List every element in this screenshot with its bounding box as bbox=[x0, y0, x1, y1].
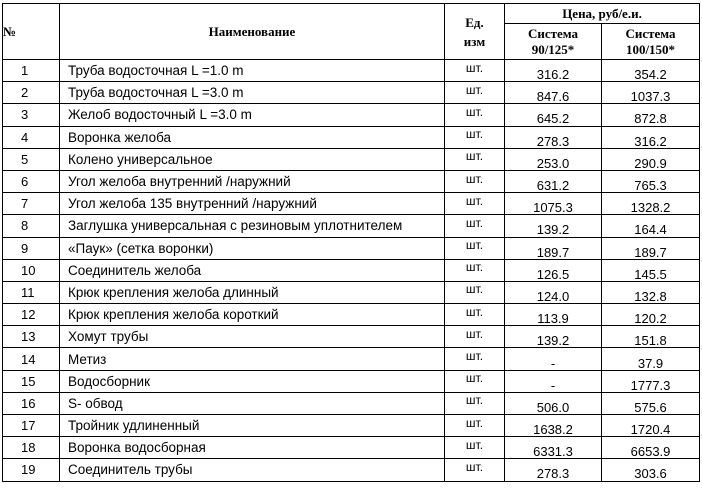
row-number-cell bbox=[3, 326, 60, 348]
row-price-system-2: 1777.3 bbox=[630, 377, 671, 393]
row-unit: шт. bbox=[465, 127, 484, 142]
row-number-cell bbox=[3, 148, 60, 170]
table-row bbox=[3, 437, 700, 459]
row-number: 8 bbox=[21, 218, 29, 234]
row-price-system-1-cell bbox=[505, 193, 602, 215]
header-unit-line2: изм bbox=[463, 33, 486, 49]
row-price-system-1-cell bbox=[505, 415, 602, 437]
row-price-system-2: 303.6 bbox=[634, 466, 667, 482]
row-number-cell bbox=[3, 281, 60, 303]
header-row-top bbox=[3, 4, 700, 24]
row-unit: шт. bbox=[465, 326, 484, 341]
row-name-cell bbox=[60, 437, 445, 459]
row-name-cell bbox=[60, 148, 445, 170]
row-name: «Паук» (сетка воронки) bbox=[68, 240, 214, 256]
row-price-system-2-cell bbox=[602, 281, 700, 303]
row-name-cell bbox=[60, 237, 445, 259]
row-price-system-2-cell bbox=[602, 215, 700, 237]
row-price-system-2-cell bbox=[602, 170, 700, 192]
row-unit-cell bbox=[445, 415, 505, 437]
row-unit: шт. bbox=[465, 393, 484, 408]
row-unit-cell bbox=[445, 304, 505, 326]
row-name: Заглушка универсальная с резиновым уплотнителем bbox=[68, 218, 403, 234]
row-name: Крюк крепления желоба длинный bbox=[68, 284, 279, 300]
row-number: 3 bbox=[21, 107, 29, 123]
row-unit-cell bbox=[445, 82, 505, 104]
row-price-system-1-cell bbox=[505, 215, 602, 237]
row-name-cell bbox=[60, 459, 445, 481]
table-row bbox=[3, 104, 700, 126]
row-name-cell bbox=[60, 215, 445, 237]
row-number-cell bbox=[3, 82, 60, 104]
row-price-system-2-cell bbox=[602, 148, 700, 170]
row-price-system-1: 113.9 bbox=[537, 311, 569, 326]
row-number-cell bbox=[3, 392, 60, 414]
row-unit: шт. bbox=[465, 437, 484, 452]
row-unit-cell bbox=[445, 104, 505, 126]
row-number: 6 bbox=[21, 174, 29, 190]
row-price-system-1-cell bbox=[505, 437, 602, 459]
row-unit: шт. bbox=[465, 193, 484, 208]
row-price-system-1: 847.6 bbox=[536, 89, 570, 104]
row-number: 5 bbox=[21, 151, 29, 167]
table-row bbox=[3, 193, 700, 215]
row-price-system-1: 278.3 bbox=[536, 133, 570, 149]
row-unit: шт. bbox=[465, 260, 484, 275]
row-unit-cell bbox=[445, 148, 505, 170]
row-number-cell bbox=[3, 215, 60, 237]
row-price-system-1: 1638.2 bbox=[533, 422, 573, 437]
row-unit-cell bbox=[445, 170, 505, 192]
row-price-system-1: 189.7 bbox=[536, 244, 570, 260]
row-name: Хомут трубы bbox=[68, 329, 149, 345]
row-price-system-2: 765.3 bbox=[634, 178, 667, 193]
row-price-system-1-cell bbox=[505, 237, 602, 259]
row-price-system-1: - bbox=[550, 355, 556, 371]
row-price-system-2-cell bbox=[602, 326, 700, 348]
row-number-cell bbox=[3, 415, 60, 437]
row-unit-cell bbox=[445, 259, 505, 281]
row-unit: шт. bbox=[465, 459, 484, 474]
row-price-system-1-cell bbox=[505, 82, 602, 104]
row-price-system-1: - bbox=[550, 377, 556, 393]
row-price-system-1: 1075.3 bbox=[533, 200, 573, 215]
row-price-system-1-cell bbox=[505, 126, 602, 148]
table-row bbox=[3, 304, 700, 326]
row-name: Угол желоба внутренний /наружний bbox=[68, 174, 291, 190]
row-price-system-2-cell bbox=[602, 348, 700, 370]
row-price-system-2-cell bbox=[602, 82, 700, 104]
row-price-system-1: 6331.3 bbox=[533, 444, 573, 459]
row-number-cell bbox=[3, 348, 60, 370]
row-price-system-2-cell bbox=[602, 415, 700, 437]
row-unit: шт. bbox=[465, 238, 484, 253]
row-name: Крюк крепления желоба короткий bbox=[68, 307, 279, 323]
row-number-cell bbox=[3, 60, 60, 82]
row-number-cell bbox=[3, 304, 60, 326]
row-name-cell bbox=[60, 193, 445, 215]
row-price-system-2: 1037.3 bbox=[630, 89, 671, 104]
row-name-cell bbox=[60, 281, 445, 303]
row-price-system-2: 575.6 bbox=[634, 399, 667, 415]
row-unit-cell bbox=[445, 326, 505, 348]
row-name: S- обвод bbox=[68, 395, 123, 411]
row-number-cell bbox=[3, 126, 60, 148]
row-number-cell bbox=[3, 459, 60, 481]
row-price-system-2-cell bbox=[602, 370, 700, 392]
table-row bbox=[3, 392, 700, 414]
row-price-system-1: 506.0 bbox=[536, 399, 570, 415]
row-name: Желоб водосточный L =3.0 m bbox=[68, 107, 252, 123]
row-unit: шт. bbox=[465, 60, 484, 75]
row-number-cell bbox=[3, 104, 60, 126]
row-price-system-1-cell bbox=[505, 60, 602, 82]
header-system-1-line1: Система bbox=[527, 25, 579, 41]
row-name: Труба водосточная L =1.0 m bbox=[68, 63, 244, 79]
row-price-system-2-cell bbox=[602, 392, 700, 414]
row-unit: шт. bbox=[465, 104, 484, 119]
row-unit: шт. bbox=[465, 82, 484, 97]
row-price-system-2-cell bbox=[602, 104, 700, 126]
header-unit-line1: Ед. bbox=[465, 14, 484, 30]
row-name: Соединитель трубы bbox=[68, 462, 193, 478]
table-row bbox=[3, 415, 700, 437]
row-number: 12 bbox=[21, 307, 36, 323]
row-name-cell bbox=[60, 304, 445, 326]
row-unit: шт. bbox=[465, 149, 484, 164]
row-number-cell bbox=[3, 259, 60, 281]
header-name: Наименование bbox=[60, 4, 445, 60]
row-name: Воронка желоба bbox=[68, 129, 172, 145]
row-name: Соединитель желоба bbox=[68, 262, 202, 278]
row-name-cell bbox=[60, 60, 445, 82]
row-unit-cell bbox=[445, 370, 505, 392]
row-unit: шт. bbox=[465, 215, 484, 230]
row-number-cell bbox=[3, 170, 60, 192]
table-row bbox=[3, 370, 700, 392]
row-unit: шт. bbox=[465, 349, 484, 364]
row-price-system-1-cell bbox=[505, 370, 602, 392]
row-price-system-1: 124.0 bbox=[536, 288, 570, 304]
row-number: 11 bbox=[21, 284, 35, 300]
row-price-system-2: 37.9 bbox=[637, 355, 664, 371]
row-price-system-2-cell bbox=[602, 259, 700, 281]
row-price-system-2-cell bbox=[602, 193, 700, 215]
row-price-system-1-cell bbox=[505, 104, 602, 126]
row-price-system-2-cell bbox=[602, 60, 700, 82]
table-row bbox=[3, 281, 700, 303]
row-number: 13 bbox=[21, 329, 36, 345]
row-number: 18 bbox=[21, 440, 36, 456]
table-row bbox=[3, 326, 700, 348]
row-price-system-1: 126.5 bbox=[536, 266, 570, 282]
header-system-2 bbox=[602, 24, 700, 60]
table-row bbox=[3, 237, 700, 259]
row-unit-cell bbox=[445, 126, 505, 148]
row-name-cell bbox=[60, 82, 445, 104]
row-name-cell bbox=[60, 104, 445, 126]
table-row bbox=[3, 259, 700, 281]
header-system-2-line1: Система bbox=[625, 25, 676, 41]
table-row bbox=[3, 459, 700, 481]
row-price-system-1-cell bbox=[505, 326, 602, 348]
header-system-2-line2: 100/150* bbox=[625, 41, 676, 57]
row-name: Колено универсальное bbox=[68, 151, 213, 167]
row-number: 7 bbox=[21, 196, 29, 212]
table-row bbox=[3, 170, 700, 192]
row-number: 19 bbox=[21, 462, 36, 478]
header-number: № bbox=[3, 4, 60, 60]
row-unit: шт. bbox=[465, 171, 484, 186]
row-price-system-2: 6653.9 bbox=[630, 444, 671, 459]
row-price-system-2: 316.2 bbox=[634, 133, 667, 149]
row-name: Водосборник bbox=[68, 373, 151, 389]
row-price-system-1: 278.3 bbox=[536, 466, 570, 482]
row-unit-cell bbox=[445, 281, 505, 303]
price-table bbox=[2, 3, 700, 482]
row-name-cell bbox=[60, 126, 445, 148]
table-body bbox=[3, 60, 700, 482]
row-price-system-2: 145.5 bbox=[634, 266, 667, 282]
row-price-system-2: 1328.2 bbox=[630, 200, 671, 215]
row-price-system-2: 1720.4 bbox=[630, 422, 671, 437]
row-number: 15 bbox=[21, 373, 36, 389]
row-price-system-2-cell bbox=[602, 304, 700, 326]
row-price-system-2: 189.7 bbox=[634, 244, 667, 260]
row-number: 16 bbox=[21, 395, 36, 411]
row-unit-cell bbox=[445, 459, 505, 481]
header-unit bbox=[445, 4, 505, 60]
table-row bbox=[3, 82, 700, 104]
row-price-system-1-cell bbox=[505, 392, 602, 414]
row-price-system-2: 132.8 bbox=[634, 288, 667, 304]
row-name-cell bbox=[60, 348, 445, 370]
row-unit: шт. bbox=[465, 415, 484, 430]
row-price-system-2: 151.8 bbox=[634, 333, 667, 348]
row-price-system-2: 120.2 bbox=[634, 311, 667, 326]
row-price-system-2-cell bbox=[602, 459, 700, 481]
row-price-system-1: 645.2 bbox=[536, 111, 570, 127]
row-unit-cell bbox=[445, 215, 505, 237]
row-number: 1 bbox=[21, 63, 29, 79]
header-system-1-line2: 90/125* bbox=[531, 41, 575, 57]
row-price-system-1: 631.2 bbox=[536, 178, 570, 193]
row-unit-cell bbox=[445, 348, 505, 370]
row-number: 14 bbox=[21, 351, 36, 367]
table-row bbox=[3, 148, 700, 170]
row-name-cell bbox=[60, 392, 445, 414]
row-name-cell bbox=[60, 415, 445, 437]
header-price: Цена, руб/е.и. bbox=[505, 4, 700, 24]
row-price-system-2-cell bbox=[602, 126, 700, 148]
row-unit: шт. bbox=[465, 304, 484, 319]
row-unit-cell bbox=[445, 237, 505, 259]
row-name: Метиз bbox=[68, 351, 107, 367]
row-number: 2 bbox=[21, 85, 29, 101]
row-unit-cell bbox=[445, 193, 505, 215]
row-price-system-2-cell bbox=[602, 237, 700, 259]
row-name: Воронка водосборная bbox=[68, 440, 206, 456]
header-system-1 bbox=[505, 24, 602, 60]
row-number: 10 bbox=[21, 262, 36, 278]
row-number: 4 bbox=[21, 129, 29, 145]
row-price-system-2-cell bbox=[602, 437, 700, 459]
row-price-system-1-cell bbox=[505, 459, 602, 481]
row-price-system-1: 139.2 bbox=[536, 333, 570, 348]
table-row bbox=[3, 60, 700, 82]
row-price-system-1-cell bbox=[505, 259, 602, 281]
table-row bbox=[3, 215, 700, 237]
row-unit-cell bbox=[445, 437, 505, 459]
row-price-system-1-cell bbox=[505, 304, 602, 326]
row-price-system-1-cell bbox=[505, 148, 602, 170]
row-price-system-1-cell bbox=[505, 281, 602, 303]
table-row bbox=[3, 348, 700, 370]
row-price-system-1: 139.2 bbox=[536, 222, 570, 237]
row-name-cell bbox=[60, 370, 445, 392]
row-unit: шт. bbox=[465, 371, 484, 386]
table-row bbox=[3, 126, 700, 148]
row-name: Тройник удлиненный bbox=[68, 418, 200, 434]
row-number-cell bbox=[3, 193, 60, 215]
row-number-cell bbox=[3, 237, 60, 259]
row-unit-cell bbox=[445, 60, 505, 82]
row-price-system-2: 164.4 bbox=[634, 222, 667, 237]
row-number: 17 bbox=[21, 418, 36, 434]
row-number: 9 bbox=[21, 240, 29, 256]
row-number-cell bbox=[3, 437, 60, 459]
row-price-system-2: 290.9 bbox=[634, 155, 667, 171]
row-price-system-1-cell bbox=[505, 170, 602, 192]
row-unit-cell bbox=[445, 392, 505, 414]
row-name-cell bbox=[60, 259, 445, 281]
row-name-cell bbox=[60, 170, 445, 192]
row-price-system-2: 872.8 bbox=[634, 111, 667, 127]
row-price-system-1: 316.2 bbox=[536, 67, 570, 82]
row-number-cell bbox=[3, 370, 60, 392]
row-price-system-1: 253.0 bbox=[536, 155, 570, 171]
row-name: Труба водосточная L =3.0 m bbox=[68, 85, 244, 101]
row-name-cell bbox=[60, 326, 445, 348]
row-name: Угол желоба 135 внутренний /наружний bbox=[68, 196, 317, 212]
row-price-system-1-cell bbox=[505, 348, 602, 370]
row-unit: шт. bbox=[465, 282, 484, 297]
row-price-system-2: 354.2 bbox=[634, 67, 667, 82]
